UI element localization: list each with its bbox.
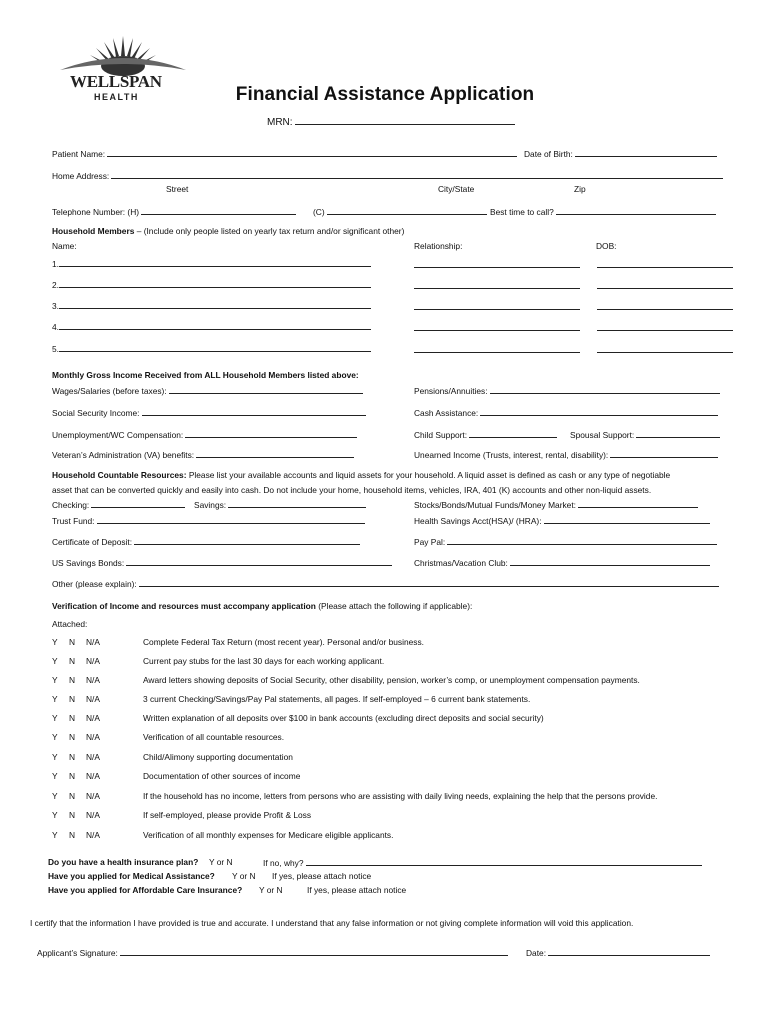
verification-item: If self-employed, please provide Profit & Loss	[143, 810, 312, 820]
household-name-col: Name:	[52, 241, 77, 251]
logo-wordmark: WELLSPAN	[70, 72, 162, 91]
date-field[interactable]	[526, 947, 712, 959]
verification-item: If the household has no income, letters from persons who are assisting with daily living needs, explaining the help that the persons provide.	[143, 791, 658, 801]
ss-income-field[interactable]	[52, 407, 368, 419]
unearned-income-field[interactable]	[414, 449, 720, 461]
q-aca: Have you applied for Affordable Care Insurance?	[48, 885, 243, 895]
home-phone-label: Telephone Number: (H)	[52, 207, 140, 217]
cash-assistance-field[interactable]	[414, 407, 720, 419]
wages-field[interactable]	[52, 385, 365, 397]
household-dob-field[interactable]	[597, 309, 733, 310]
cod-label: Certificate of Deposit:	[52, 537, 133, 547]
option-n[interactable]: N	[69, 694, 76, 704]
household-relationship-field[interactable]	[414, 352, 580, 353]
option-na[interactable]: N/A	[86, 656, 100, 666]
va-benefits-field[interactable]	[52, 449, 356, 461]
ss-income-label: Social Security Income:	[52, 408, 140, 418]
verification-heading	[52, 601, 472, 612]
other-resources-field[interactable]	[52, 578, 721, 590]
option-y[interactable]: Y	[52, 830, 58, 840]
option-y[interactable]: Y	[52, 694, 58, 704]
signature-field[interactable]	[37, 947, 510, 959]
child-support-field[interactable]	[414, 429, 559, 441]
resources-text1: Please list your available accounts and liquid assets for your household. A liquid asset is defined as cash or any type of negotiable	[188, 470, 671, 480]
option-y[interactable]: Y	[52, 732, 58, 742]
household-heading	[52, 226, 404, 237]
option-n[interactable]: N	[69, 791, 76, 801]
home-address-field[interactable]	[52, 170, 725, 182]
paypal-field[interactable]	[414, 536, 719, 548]
household-heading-note: – (Include only people listed on yearly tax return and/or significant other)	[136, 226, 405, 236]
home-phone-field[interactable]	[52, 206, 298, 218]
verification-item: Written explanation of all deposits over $100 in bank accounts (excluding direct deposits and social security)	[143, 713, 544, 723]
hsa-label: Health Savings Acct(HSA)/ (HRA):	[414, 516, 542, 526]
option-n[interactable]: N	[69, 810, 76, 820]
stocks-label: Stocks/Bonds/Mutual Funds/Money Market:	[414, 500, 576, 510]
household-row-number: 2.	[52, 280, 59, 290]
option-na[interactable]: N/A	[86, 791, 100, 801]
option-y[interactable]: Y	[52, 656, 58, 666]
household-dob-field[interactable]	[597, 288, 733, 289]
q-aca-followup: If yes, please attach notice	[307, 885, 407, 895]
option-n[interactable]: N	[69, 637, 76, 647]
household-heading-bold: Household Members	[52, 226, 135, 236]
verification-item: Child/Alimony supporting documentation	[143, 752, 293, 762]
us-bonds-label: US Savings Bonds:	[52, 558, 125, 568]
option-n[interactable]: N	[69, 713, 76, 723]
mrn-label: MRN:	[267, 117, 293, 128]
household-row-number: 5.	[52, 344, 59, 354]
street-label: Street	[166, 184, 189, 194]
verification-item: 3 current Checking/Savings/Pay Pal statements, all pages. If self-employed – 6 current bank statements.	[143, 694, 531, 704]
option-y[interactable]: Y	[52, 791, 58, 801]
household-row[interactable]	[52, 279, 371, 291]
option-y[interactable]: Y	[52, 771, 58, 781]
cell-phone-field[interactable]	[313, 206, 489, 218]
cash-assistance-label: Cash Assistance:	[414, 408, 479, 418]
option-n[interactable]: N	[69, 675, 76, 685]
household-relationship-field[interactable]	[414, 309, 580, 310]
option-n[interactable]: N	[69, 732, 76, 742]
signature-label: Applicant’s Signature:	[37, 948, 118, 958]
certification-text: I certify that the information I have provided is true and accurate. I understand that any false information or not giving complete information will void this application.	[30, 918, 634, 928]
verification-heading-note: (Please attach the following if applicable):	[318, 601, 473, 611]
household-row-number: 4.	[52, 322, 59, 332]
va-benefits-label: Veteran’s Administration (VA) benefits:	[52, 450, 195, 460]
household-row[interactable]	[52, 258, 371, 270]
zip-label: Zip	[574, 184, 586, 194]
option-na[interactable]: N/A	[86, 675, 100, 685]
household-row-number: 1.	[52, 259, 59, 269]
pensions-field[interactable]	[414, 385, 722, 397]
household-dob-field[interactable]	[597, 267, 733, 268]
option-n[interactable]: N	[69, 656, 76, 666]
home-address-label: Home Address:	[52, 171, 110, 181]
spousal-support-field[interactable]	[570, 429, 722, 441]
option-y[interactable]: Y	[52, 637, 58, 647]
household-dob-field[interactable]	[597, 330, 733, 331]
patient-name-label: Patient Name:	[52, 149, 106, 159]
christmas-club-field[interactable]	[414, 557, 712, 569]
household-relationship-field[interactable]	[414, 288, 580, 289]
pensions-label: Pensions/Annuities:	[414, 386, 488, 396]
resources-intro-line1	[52, 470, 670, 481]
option-y[interactable]: Y	[52, 713, 58, 723]
household-row[interactable]	[52, 343, 371, 355]
unemployment-label: Unemployment/WC Compensation:	[52, 430, 184, 440]
verification-item: Verification of all countable resources.	[143, 732, 285, 742]
q-medical-assistance-followup: If yes, please attach notice	[272, 871, 372, 881]
us-bonds-field[interactable]	[52, 557, 394, 569]
option-y[interactable]: Y	[52, 752, 58, 762]
verification-item: Verification of all monthly expenses for Medicare eligible applicants.	[143, 830, 394, 840]
logo-subtitle: HEALTH	[94, 92, 139, 102]
savings-label: Savings:	[194, 500, 227, 510]
option-y[interactable]: Y	[52, 675, 58, 685]
checking-label: Checking:	[52, 500, 90, 510]
option-na[interactable]: N/A	[86, 830, 100, 840]
savings-field[interactable]	[194, 499, 368, 511]
option-na[interactable]: N/A	[86, 637, 100, 647]
page-title: Financial Assistance Application	[235, 84, 535, 105]
option-na[interactable]: N/A	[86, 752, 100, 762]
trust-fund-label: Trust Fund:	[52, 516, 95, 526]
option-na[interactable]: N/A	[86, 771, 100, 781]
mrn-field[interactable]	[267, 116, 517, 128]
q-medical-assistance-options[interactable]: Y or N	[232, 871, 256, 881]
household-row[interactable]	[52, 321, 371, 333]
trust-fund-field[interactable]	[52, 515, 367, 527]
best-time-field[interactable]	[490, 206, 718, 218]
household-relationship-field[interactable]	[414, 330, 580, 331]
household-dob-col: DOB:	[596, 241, 617, 251]
option-y[interactable]: Y	[52, 810, 58, 820]
option-n[interactable]: N	[69, 771, 76, 781]
household-row[interactable]	[52, 300, 371, 312]
cod-field[interactable]	[52, 536, 362, 548]
verification-item: Documentation of other sources of income	[143, 771, 301, 781]
city-state-label: City/State	[438, 184, 475, 194]
resources-text2: asset that can be converted quickly and easily into cash. Do not include your home, household items, vehicles, IRA, 401 (K) accounts and other non-liquid assets.	[52, 485, 652, 495]
option-na[interactable]: N/A	[86, 694, 100, 704]
option-na[interactable]: N/A	[86, 713, 100, 723]
q-aca-options[interactable]: Y or N	[259, 885, 283, 895]
cell-phone-label: (C)	[313, 207, 325, 217]
verification-heading-bold: Verification of Income and resources must accompany application	[52, 601, 316, 611]
christmas-club-label: Christmas/Vacation Club:	[414, 558, 508, 568]
unemployment-field[interactable]	[52, 429, 359, 441]
paypal-label: Pay Pal:	[414, 537, 446, 547]
date-label: Date:	[526, 948, 547, 958]
wages-label: Wages/Salaries (before taxes):	[52, 386, 167, 396]
spousal-support-label: Spousal Support:	[570, 430, 635, 440]
dob-label: Date of Birth:	[524, 149, 573, 159]
option-na[interactable]: N/A	[86, 810, 100, 820]
attached-label: Attached:	[52, 619, 88, 629]
q-health-plan-followup-field[interactable]	[263, 857, 704, 869]
income-heading: Monthly Gross Income Received from ALL Household Members listed above:	[52, 370, 359, 380]
verification-item: Complete Federal Tax Return (most recent year). Personal and/or business.	[143, 637, 425, 647]
child-support-label: Child Support:	[414, 430, 468, 440]
q-health-plan: Do you have a health insurance plan?	[48, 857, 199, 867]
household-dob-field[interactable]	[597, 352, 733, 353]
hsa-field[interactable]	[414, 515, 712, 527]
unearned-income-label: Unearned Income (Trusts, interest, rental, disability):	[414, 450, 609, 460]
household-row-number: 3.	[52, 301, 59, 311]
q-health-plan-options[interactable]: Y or N	[209, 857, 233, 867]
dob-field[interactable]	[524, 148, 719, 160]
verification-item: Award letters showing deposits of Social Security, other disability, pension, worker’s comp, or unemployment compensation payments.	[143, 675, 640, 685]
other-resources-label: Other (please explain):	[52, 579, 137, 589]
stocks-field[interactable]	[414, 499, 700, 511]
option-n[interactable]: N	[69, 830, 76, 840]
checking-field[interactable]	[52, 499, 187, 511]
option-n[interactable]: N	[69, 752, 76, 762]
patient-name-field[interactable]	[52, 148, 519, 160]
resources-heading: Household Countable Resources:	[52, 470, 187, 480]
verification-item: Current pay stubs for the last 30 days for each working applicant.	[143, 656, 385, 666]
option-na[interactable]: N/A	[86, 732, 100, 742]
household-relationship-col: Relationship:	[414, 241, 463, 251]
best-time-label: Best time to call?	[490, 207, 554, 217]
q-health-plan-followup: If no, why?	[263, 858, 304, 868]
household-relationship-field[interactable]	[414, 267, 580, 268]
q-medical-assistance: Have you applied for Medical Assistance?	[48, 871, 215, 881]
